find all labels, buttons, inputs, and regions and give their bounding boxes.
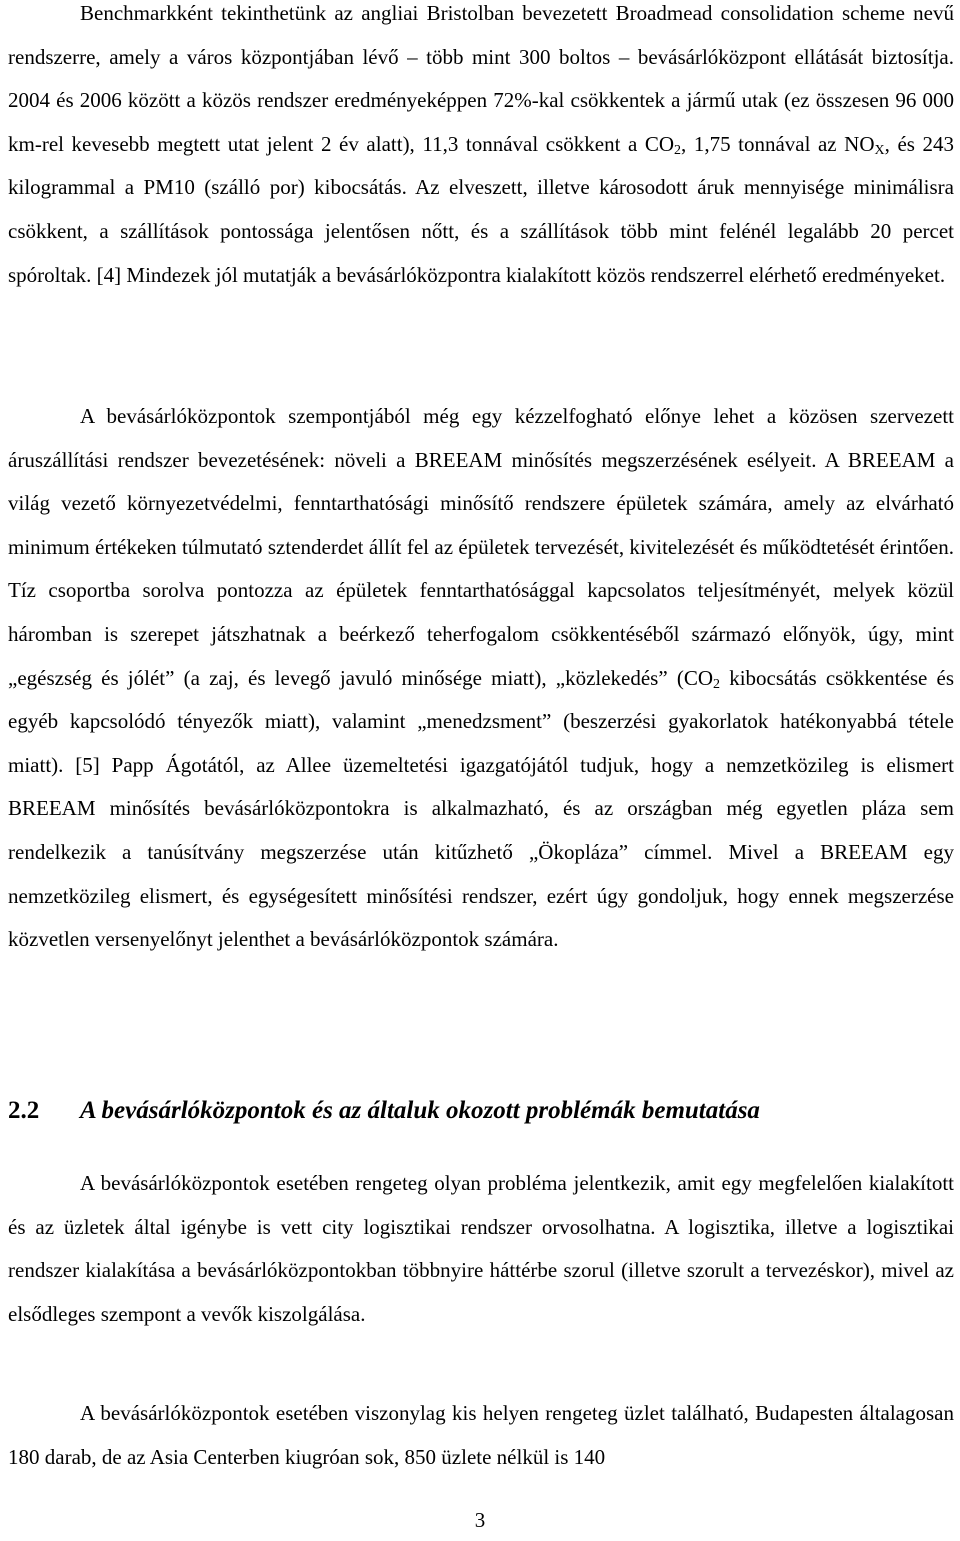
text-segment: A bevásárlóközpontok esetében rengeteg olyan probléma jelentkezik, amit egy megfelelően kialakított és az üzletek által igénybe is vett city logisztikai rendszer orvosolhatna. A logisztika, illetve a logisztikai rendszer kialakítása a bevásárlóközpontokban többnyire háttérbe szorul (illetve szorult a tervezéskor), mivel az elsődleges szempont a vevők kiszolgálása. (8, 1171, 954, 1326)
subscript-2: 2 (713, 676, 721, 692)
paragraph-breeam (8, 395, 954, 962)
text-segment: kibocsátás csökkentése és egyéb kapcsolódó tényezők miatt), valamint „menedzsment” (beszerzési gyakorlatok hatékonyabbá tétele miatt). [5] Papp Ágotától, az Allee üzemeltetési igazgatójától tudjuk, hogy a nemzetközileg is elismert BREEAM minősítés bevásárlóközpontokra is alkalmazható, és az országban még egyetlen pláza sem rendelkezik a tanúsítvány megszerzése után kitűzhető „Ökopláza” címmel. Mivel a BREEAM egy nemzetközileg elismert, és egységesített minősítési rendszer, ezért úgy gondoljuk, hogy ennek megszerzése közvetlen versenyelőnyt jelenthet a bevásárlóközpontok számára. (8, 665, 954, 952)
subscript-2: 2 (674, 142, 682, 158)
paragraph-bristol-benchmark (8, 0, 954, 297)
page-number: 3 (474, 1508, 486, 1532)
section-heading (8, 1089, 954, 1133)
section-title: A bevásárlóközpontok és az általuk okozott problémák bemutatása (80, 1097, 760, 1124)
text-segment: Benchmarkként tekinthetünk az angliai Bristolban bevezetett Broadmead consolidation scheme nevű rendszerre, amely a város központjában lévő – több mint 300 boltos – bevásárlóközpont ellátását biztosítja. 2004 és 2006 között a közös rendszer eredményeképpen 72%-kal csökkentek a jármű utak (ez összesen 96 000 km-rel kevesebb megtett utat jelent 2 év alatt), 11,3 tonnával csökkent a CO (8, 1, 954, 156)
text-segment: , és 243 kilogrammal a PM10 (szálló por) kibocsátás. Az elveszett, illetve károsodott áruk mennyisége minimálisra csökkent, a szállítások pontossága jelentősen nőtt, és a szállítások több mint felénél legalább 20 percet spóroltak. [4] Mindezek jól mutatják a bevásárlóközpontra kialakított közös rendszerrel elérhető eredményeket. (8, 131, 954, 287)
text-segment: A bevásárlóközpontok esetében viszonylag kis helyen rengeteg üzlet található, Budapesten általagosan 180 darab, de az Asia Centerben kiugróan sok, 850 üzlete nélkül is 140 (8, 1401, 954, 1469)
subscript-x: X (874, 142, 885, 158)
text-segment: A bevásárlóközpontok szempontjából még egy kézzelfogható előnye lehet a közösen szervezett áruszállítási rendszer bevezetésének: növeli a BREEAM minősítés megszerzésének esélyeit. A BREEAM a világ vezető környezetvédelmi, fenntarthatósági minősítő rendszere épületek számára, amely az elvárható minimum értékeken túlmutató sztenderdet állít fel az épületek tervezését, kivitelezését és működtetését érintően. Tíz csoportba sorolva pontozza az épületek fenntarthatósággal kapcsolatos teljesítményét, melyek közül háromban is szerepet játszhatnak a beérkező teherfogalom csökkentéséből származó előnyök, úgy, mint „egészség és jólét” (a zaj, és levegő javuló minősége miatt), „közlekedés” (CO (8, 404, 954, 690)
paragraph-shop-count (8, 1392, 954, 1479)
text-segment: , 1,75 tonnával az NO (681, 131, 875, 156)
section-number: 2.2 (8, 1097, 40, 1124)
paragraph-logistics-problems (8, 1162, 954, 1336)
